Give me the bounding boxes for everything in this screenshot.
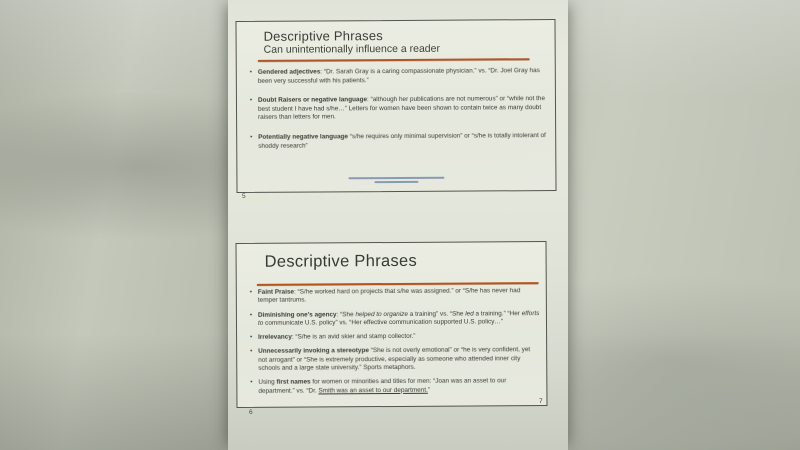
bullet-item — [250, 347, 540, 374]
bullet-marker: • — [249, 69, 252, 76]
slide-6-descriptive-phrases — [235, 241, 547, 408]
footnote-link-line-1 — [348, 177, 444, 179]
footnote-link[interactable] — [348, 177, 444, 183]
bullet-marker: • — [249, 289, 252, 296]
bullet-text: Doubt Raisers or negative language: “although her publications are not numerous” or “while not the best student I have had s/he…” Letters for women have been shown to contain twice as many doubt raisers than letters for men. — [257, 95, 545, 122]
bullet-marker: • — [250, 335, 253, 342]
bullet-list — [250, 67, 549, 162]
bullet-text: Faint Praise: “S/he worked hard on projects that s/he was assigned.” or “S/he has never had temper tantrums. — [257, 287, 521, 305]
bullet-item — [250, 377, 540, 395]
bullet-text: Potentially negative language “s/he requires only minimal supervision” or “s/he is totally intolerant of shoddy research” — [258, 132, 546, 150]
accent-divider-line — [258, 58, 530, 62]
bullet-marker: • — [250, 134, 253, 141]
bullet-item — [250, 67, 548, 86]
bullet-text: Unnecessarily invoking a stereotype “She is not overly emotional” or “he is very confident, yet not arrogant” or “She is extremely productive, especially as someone who attended inner city schools and a large state university.” Sports metaphors. — [258, 346, 531, 372]
bullet-text: Gendered adjectives: “Dr. Sarah Gray is a caring compassionate physician.” vs. “Dr. Joel Gray has been very successful with his patients.” — [257, 67, 540, 85]
bullet-marker: • — [250, 349, 253, 356]
handout-page-number-5: 5 — [242, 193, 246, 200]
bullet-marker: • — [249, 98, 253, 105]
bullet-item — [250, 332, 540, 342]
bullet-text: Diminishing one’s agency: “She helped to organize a training” vs. “She led a training.” “Her efforts to communicate U.S. policy” vs. “Her effective communication supported U.S. policy…” — [257, 309, 540, 327]
bullet-item — [250, 132, 548, 151]
bullet-text: Irrelevancy: “S/he is an avid skier and stamp collector.” — [258, 333, 416, 342]
slide-corner-number: 7 — [539, 398, 543, 405]
bullet-text: Using first names for women or minorities and titles for men: “Joan was an asset to our department.” vs. “Dr. Smith was an asset to our department.” — [258, 377, 507, 395]
bullet-item — [250, 310, 540, 328]
slide-5-descriptive-phrases — [235, 19, 556, 193]
bullet-marker: • — [250, 380, 253, 387]
slide-subtitle: Can unintentionally influence a reader — [263, 42, 440, 56]
slide-title: Descriptive Phrases — [263, 28, 384, 44]
paper-sheet — [228, 0, 568, 450]
handout-page-number-6: 6 — [249, 409, 253, 416]
bullet-marker: • — [249, 312, 253, 319]
accent-divider-line — [257, 282, 539, 286]
bullet-item — [250, 95, 548, 123]
slide-title: Descriptive Phrases — [264, 251, 418, 271]
bullet-list — [250, 287, 541, 402]
bullet-item — [250, 287, 540, 305]
footnote-link-line-2 — [374, 181, 418, 183]
